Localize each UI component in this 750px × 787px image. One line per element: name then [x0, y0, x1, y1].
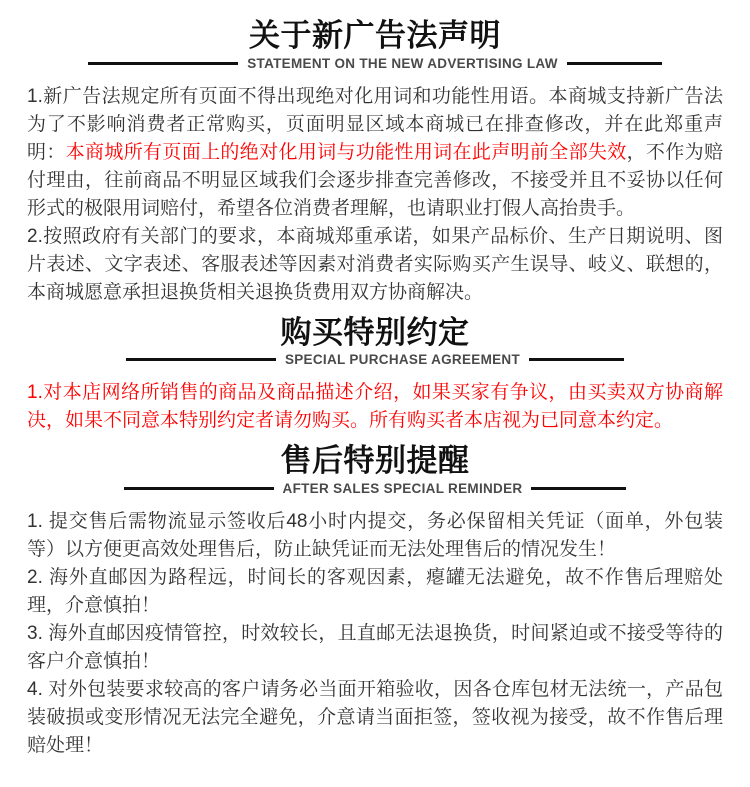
paragraph-ad-law-2: [27, 223, 723, 307]
section-title-purchase-agreement: 购买特别约定: [280, 314, 470, 350]
text-segment: 4. 对外包装要求较高的客户请务必当面开箱验收，因各仓库包材无法统一，产品包装破损或变形情况无法完全避免，介意请当面拒签，签收视为接受，故不作售后理赔处理！: [27, 678, 723, 756]
section-subtitle-row: [27, 481, 723, 496]
section-subtitle-text: SPECIAL PURCHASE AGREEMENT: [284, 352, 521, 368]
divider-line-left: [124, 487, 274, 490]
text-segment: 1. 提交售后需物流显示签收后48小时内提交，务必保留相关凭证（面单，外包装等）以方便更高效处理售后，防止缺凭证而无法处理售后的情况发生！: [27, 510, 723, 560]
section-subtitle-text: STATEMENT ON THE NEW ADVERTISING LAW: [247, 55, 558, 71]
section-subtitle-row: [27, 352, 723, 367]
section-subtitle-row: [27, 56, 723, 71]
section-title-after-sales: 售后特别提醒: [280, 443, 470, 479]
paragraph-purchase-agreement: [27, 379, 723, 435]
paragraph-ad-law-1: [27, 83, 723, 223]
text-segment: 3. 海外直邮因疫情管控，时效较长，且直邮无法退换货，时间紧迫或不接受等待的客户介意慎拍！: [27, 622, 723, 672]
text-segment: 1.新广告法规定所有页面不得出现绝对化用词和功能性用语。本商城支持新广告法为了不影响消费者正常购买，页面明显区域本商城已在排查修改，并在此郑重声明：: [27, 85, 723, 163]
text-segment: 2.按照政府有关部门的要求，本商城郑重承诺，如果产品标价、生产日期说明、图片表述、文字表述、客服表述等因素对消费者实际购买产生误导、岐义、联想的，本商城愿意承担退换货相关退换货费用双方协商解决。: [27, 225, 723, 303]
text-segment: ，不作为赔付理由，往前商品不明显区域我们会逐步排查完善修改，不接受并且不妥协以任何形式的极限用词赔付，希望各位消费者理解，也请职业打假人高抬贵手。: [27, 141, 723, 219]
section-subtitle-text: AFTER SALES SPECIAL REMINDER: [282, 480, 523, 496]
section-after-sales: [27, 443, 723, 760]
text-segment-red: 本商城所有页面上的绝对化用词与功能性用词在此声明前全部失效: [65, 141, 627, 163]
text-segment-red: 1.对本店网络所销售的商品及商品描述介绍，如果买家有争议，由买卖双方协商解决，如果不同意本特别约定者请勿购买。所有购买者本店视为已同意本约定。: [27, 382, 723, 432]
paragraph-after-sales-4: [27, 676, 723, 760]
divider-line-right: [567, 62, 662, 65]
divider-line-left: [126, 358, 276, 361]
divider-line-left: [88, 62, 238, 65]
section-new-ad-law: [27, 18, 723, 307]
section-purchase-agreement: [27, 315, 723, 436]
paragraph-after-sales-2: [27, 564, 723, 620]
divider-line-right: [529, 358, 624, 361]
section-title-new-ad-law: 关于新广告法声明: [249, 18, 501, 53]
divider-line-right: [531, 487, 626, 490]
text-segment: 2. 海外直邮因为路程远，时间长的客观因素，瘪罐无法避免，故不作售后理赔处理，介意慎拍！: [27, 566, 723, 616]
paragraph-after-sales-3: [27, 620, 723, 676]
paragraph-after-sales-1: [27, 508, 723, 564]
